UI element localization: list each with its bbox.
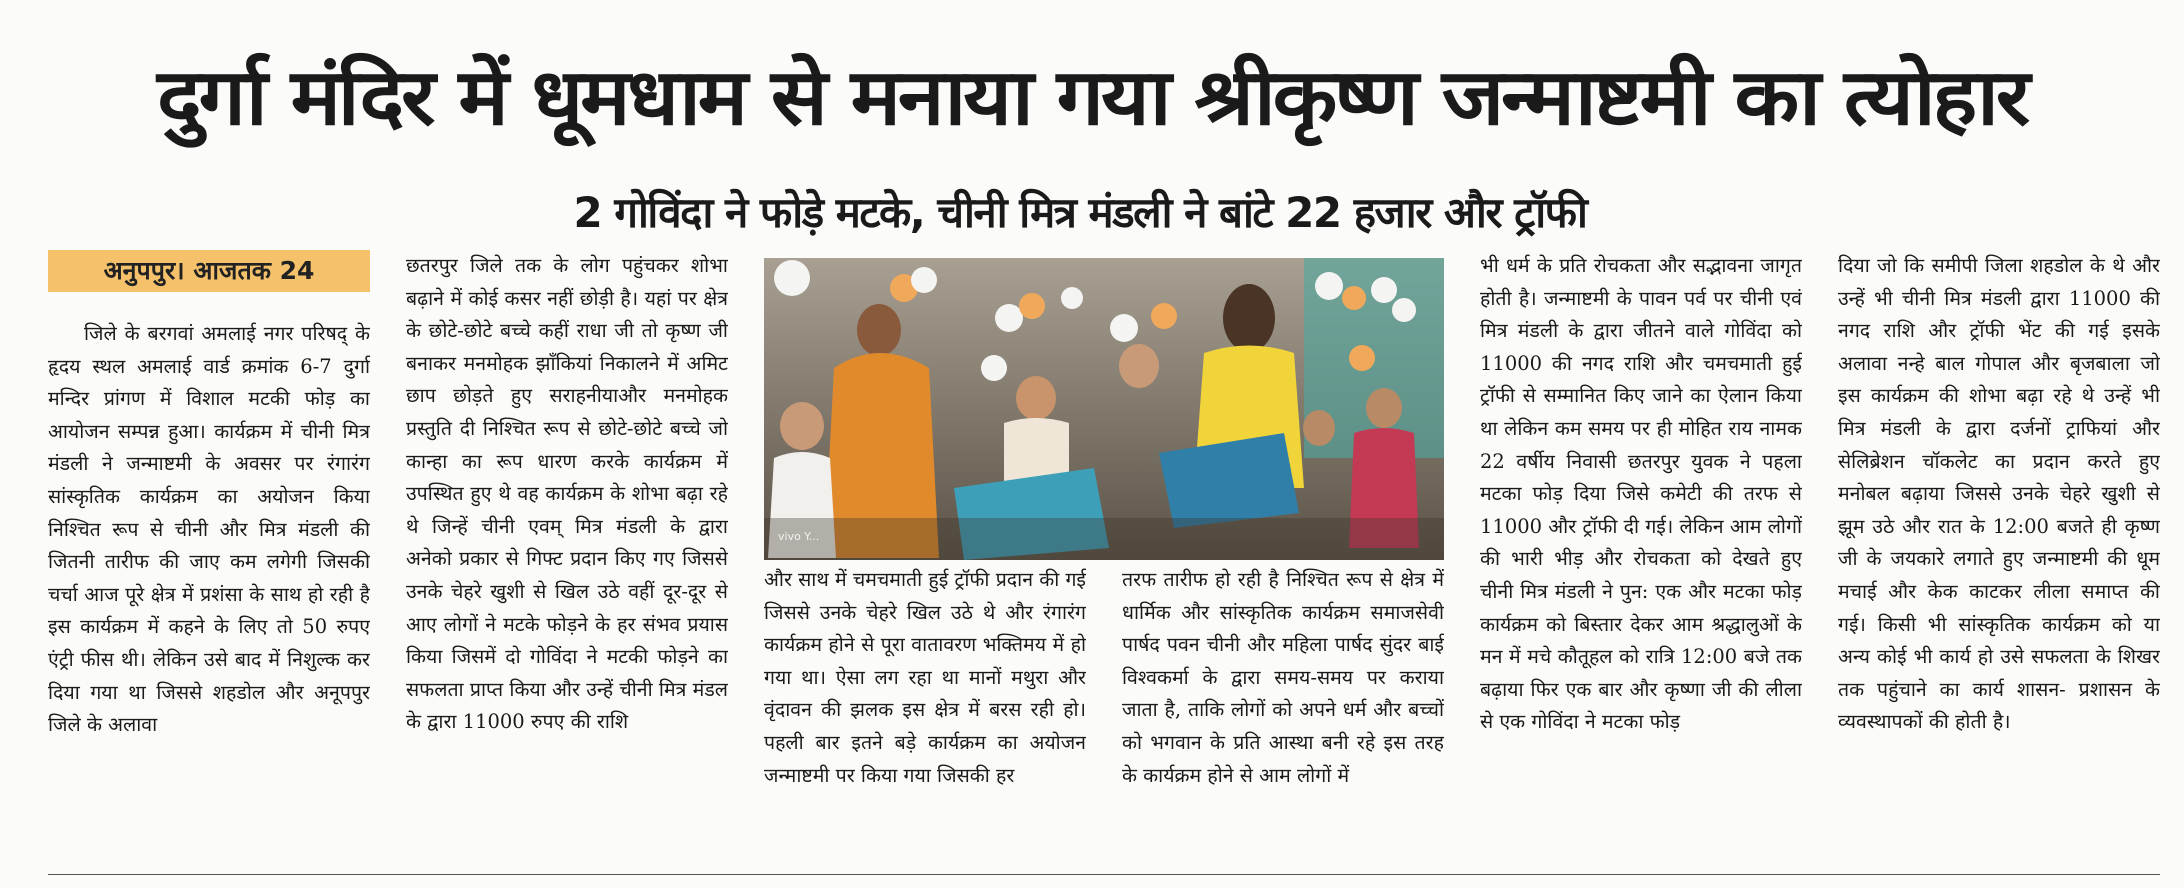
subheadline: 2 गोविंदा ने फोड़े मटके, चीनी मित्र मंडली ने बांटे 22 हजार और ट्रॉफी — [573, 188, 1587, 237]
column-text: भी धर्म के प्रति रोचकता और सद्भावना जागृत होती है। जन्माष्टमी के पावन पर्व पर चीनी एवं मित्र मंडली के द्वारा जीतने वाले गोविंदा को 11000 की नगद राशि और चमचमाती हुई ट्रॉफी से सम्मानित किए जाने का ऐलान किया था लेकिन कम समय पर ही मोहित राय नामक 22 वर्षीय निवासी छतरपुर युवक ने पहला मटका फोड़ दिया जिसे कमेटी की तरफ से 11000 और ट्रॉफी दी गई। लेकिन आम लोगों की भारी भीड़ और रोचकता को देखते हुए चीनी मित्र मंडली ने पुन: एक और मटका फोड़ कार्यक्रम को बिस्तार देकर आम श्रद्धालुओं के मन में मचे कौतूहल को रात्रि 12:00 बजे तक बढ़ाया फिर एक बार और कृष्णा जी की लीला से एक गोविंदा ने मटका फोड़ — [1480, 254, 1802, 734]
event-photo — [764, 258, 1444, 560]
column-text: छतरपुर जिले तक के लोग पहुंचकर शोभा बढ़ाने में कोई कसर नहीं छोड़ी है। यहां पर क्षेत्र के छोटे-छोटे बच्चे कहीं राधा जी तो कृष्ण जी बनाकर मनमोहक झाँकियां निकालने में अमिट छाप छोड़ते हुए सराहनीयाऔर मनमोहक प्रस्तुति दी निश्चित रूप से छोटे-छोटे बच्चे जो कान्हा का रूप धारण करके कार्यक्रम में उपस्थित हुए थे वह कार्यक्रम के शोभा बढ़ा रहे थे जिन्हें चीनी एवम् मित्र मंडली के द्वारा अनेको प्रकार से गिफ्ट प्रदान किए गए जिससे उनके चेहरे खुशी से खिल उठे वहीं दूर-दूर से आए लोगों ने मटके फोड़ने के हर संभव प्रयास किया जिसमें दो गोविंदा ने मटकी फोड़ने का सफलता प्राप्त किया और उन्हें चीनी मित्र मंडल के द्वारा 11000 रुपए की राशि — [406, 254, 728, 734]
headline: दुर्गा मंदिर में धूमधाम से मनाया गया श्रीकृष्ण जन्माष्टमी का त्योहार — [157, 53, 2027, 143]
column-text: दिया जो कि समीपी जिला शहडोल के थे और उन्हें भी चीनी मित्र मंडली द्वारा 11000 की नगद राशि और ट्रॉफी भेंट की गई इसके अलावा नन्हे बाल गोपाल और बृजबाला जो इस कार्यक्रम की शोभा बढ़ा रहे थे उन्हें भी मित्र मंडली के द्वारा दर्जनों ट्राफियां और सेलिब्रेशन चॉकलेट का प्रदान करते हुए मनोबल बढ़ाया जिससे उनके चेहरे खुशी से झूम उठे और रात के 12:00 बजते ही कृष्ण जी के जयकारे लगाते हुए जन्माष्टमी की धूम मचाई और केक काटकर लीला समाप्त की गई। किसी भी सांस्कृतिक कार्यक्रम को या अन्य कोई भी कार्य हो उसे सफलता के शिखर तक पहुंचाने का कार्य शासन- प्रशासन के व्यवस्थापकों की होती है। — [1838, 254, 2160, 734]
article-column-3 — [764, 564, 1086, 860]
article-column-1 — [48, 318, 370, 858]
photo-watermark: vivo Y... — [778, 530, 820, 543]
article-column-2 — [406, 250, 728, 860]
dateline-badge: अनुपपुर। आजतक 24 — [48, 250, 370, 292]
article-column-5 — [1480, 250, 1802, 860]
article-column-4 — [1122, 564, 1444, 860]
article-column-6 — [1838, 250, 2160, 860]
column-text: जिले के बरगवां अमलाई नगर परिषद् के हृदय स्थल अमलाई वार्ड क्रमांक 6-7 दुर्गा मन्दिर प्रांगण में विशाल मटकी फोड़ का आयोजन सम्पन्न हुआ। कार्यक्रम में चीनी मित्र मंडली ने जन्माष्टमी के अवसर पर रंगारंग सांस्कृतिक कार्यक्रम का अयोजन किया निश्चित रूप से चीनी और मित्र मंडली की जितनी तारीफ की जाए कम लगेगी जिसकी चर्चा आज पूरे क्षेत्र में प्रशंसा के साथ हो रही है इस कार्यक्रम में कहने के लिए तो 50 रुपए एंट्री फीस थी। लेकिन उसे बाद में निशुल्क कर दिया गया था जिससे शहडोल और अनूपपुर जिले के अलावा — [48, 322, 370, 737]
bottom-rule — [48, 874, 2160, 875]
column-text: तरफ तारीफ हो रही है निश्चित रूप से क्षेत्र में धार्मिक और सांस्कृतिक कार्यक्रम समाजसेवी पार्षद पवन चीनी और महिला पार्षद सुंदर बाई विश्वकर्मा के द्वारा समय-समय पर कराया जाता है, ताकि लोगों को अपने धर्म और बच्चों को भगवान के प्रति आस्था बनी रहे इस तरह के कार्यक्रम होने से आम लोगों में — [1122, 568, 1444, 787]
column-text: और साथ में चमचमाती हुई ट्रॉफी प्रदान की गई जिससे उनके चेहरे खिल उठे थे और रंगारंग कार्यक्रम होने से पूरा वातावरण भक्तिमय में हो गया था। ऐसा लग रहा था मानों मथुरा और वृंदावन की झलक इस क्षेत्र में बरस रही हो।पहली बार इतने बड़े कार्यक्रम का अयोजन जन्माष्टमी पर किया गया जिसकी हर — [764, 568, 1086, 787]
